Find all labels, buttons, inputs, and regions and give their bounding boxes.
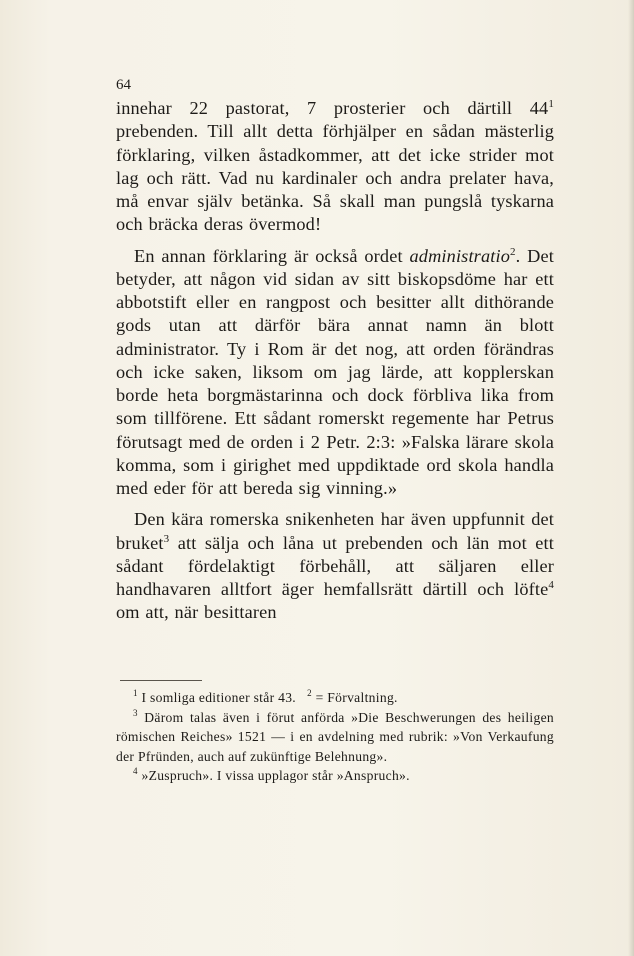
paragraph-3 bbox=[116, 508, 554, 624]
footnote-4 bbox=[116, 766, 554, 786]
footnote-mark-1: 1 bbox=[133, 688, 138, 698]
main-text bbox=[116, 97, 554, 625]
footnote-mark-3: 3 bbox=[133, 707, 138, 718]
paragraph-3-text-a: Den kära romerska snikenheten har även uppfunnit det bruket bbox=[116, 509, 554, 553]
paragraph-3-text-b: att sälja och låna ut prebenden och län mot ett sådant fördelaktigt förbehåll, att säljaren eller handhavaren alltfort äger hemfallsrätt därtill och löfte bbox=[116, 532, 554, 599]
paragraph-2-text-b: . Det betyder, att någon vid sidan av sitt biskopsdöme har ett abbotstift eller en rangpost och besitter allt dithörande gods utan att därför bära annat namn än blott administrator. Ty i Rom är det nog, att orden förändras och icke saken, liksom om jag lärde, att kopplerskan borde heta borgmästarinna och dock förbliva lika from som tillförene. Ett sådant romerskt regemente har Petrus förutsagt med de orden i 2 Petr. 2:3: »Falska lärare skola komma, som i girighet med uppdiktade ord skola handla med eder för att bereda sig vinning.» bbox=[116, 245, 554, 498]
page-edge-shadow bbox=[628, 0, 634, 956]
paragraph-1 bbox=[116, 97, 554, 237]
footnote-ref-1: 1 bbox=[548, 98, 554, 110]
footnote-text-2: = Förvaltning. bbox=[311, 690, 398, 705]
page-number: 64 bbox=[116, 77, 131, 93]
footnote-mark-2: 2 bbox=[307, 688, 312, 698]
footnotes bbox=[116, 688, 554, 786]
paragraph-1-text-a: innehar 22 pastorat, 7 prosterier och därtill 44 bbox=[116, 98, 549, 118]
footnote-ref-2: 2 bbox=[509, 245, 516, 258]
footnote-ref-4: 4 bbox=[548, 579, 554, 591]
paragraph-3-text-c: om att, när besittaren bbox=[116, 602, 277, 623]
footnote-text-4: »Zuspruch». I vissa upplagor står »Anspruch». bbox=[137, 768, 410, 783]
footnote-mark-4: 4 bbox=[133, 766, 138, 776]
italic-term: administratio bbox=[409, 245, 510, 266]
footnote-text-1: I somliga editioner står 43. bbox=[137, 690, 297, 705]
footnote-3 bbox=[116, 708, 554, 767]
footnote-1-2 bbox=[116, 688, 554, 708]
footnote-divider bbox=[120, 680, 202, 681]
paragraph-1-text-b: prebenden. Till allt detta förhjälper en sådan mästerlig förklaring, vilken åstadkommer, att det icke strider mot lag och rätt. Vad nu kardinaler och andra prelater hava, må envar själv betänka. Så skall man pungslå tyskarna och bräcka deras övermod! bbox=[116, 121, 554, 235]
paragraph-2-text-a: En annan förklaring är också ordet bbox=[134, 245, 410, 266]
footnote-text-3: Därom talas även i förut anförda »Die Beschwerungen des heiligen römischen Reiches» 1521 — i en avdelning med rubrik: »Von Verkaufung der Pfründen, auch auf zukünftige Belehnung». bbox=[116, 709, 554, 764]
paragraph-2 bbox=[116, 245, 554, 501]
footnote-ref-3: 3 bbox=[163, 532, 170, 545]
